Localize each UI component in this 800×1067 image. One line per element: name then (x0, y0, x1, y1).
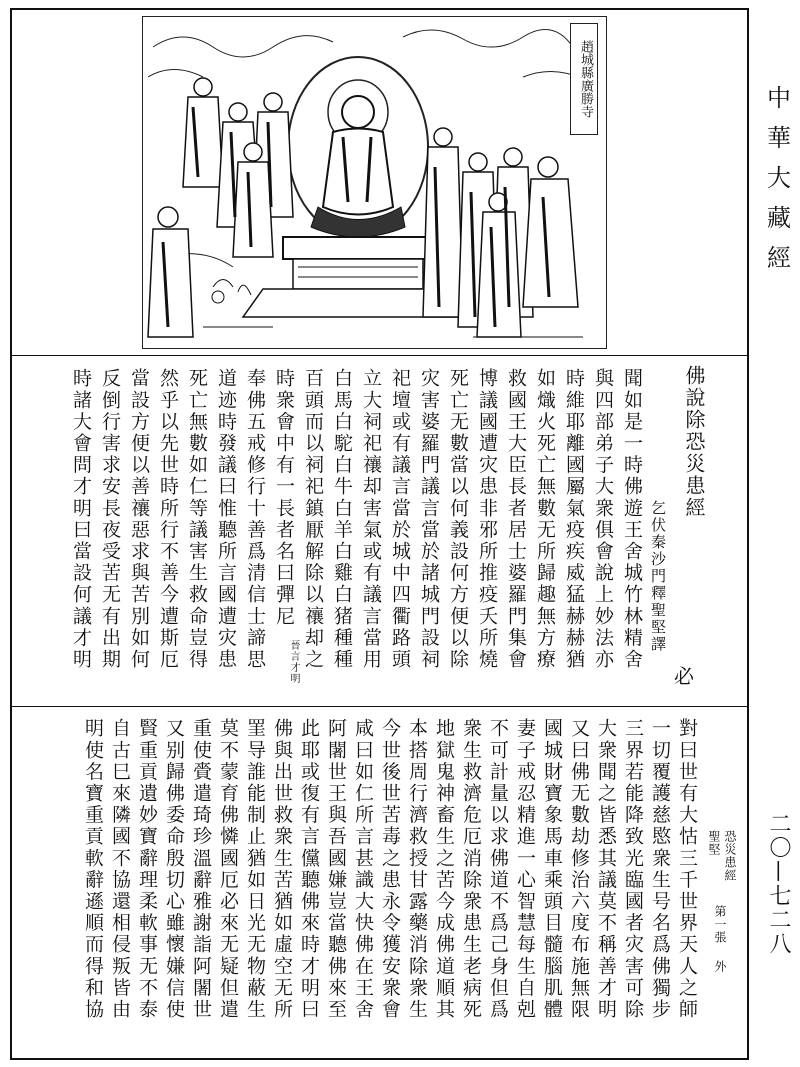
text-column: 百頭而以祠祀鎮厭解除以禳却之 (302, 368, 324, 671)
text-column: 救國王大臣長者居士婆羅門集會 (505, 368, 527, 671)
text-column: 不可計量以求佛道不爲己身但爲 (487, 718, 509, 1021)
text-column: 立大祠祀禳却害氣或有議言當用 (360, 368, 382, 671)
text-column: 祀壇或有議言當於城中四衢路頭 (389, 368, 411, 671)
text-column: 國城財寶象馬車乘頭目髓腦肌體 (541, 718, 563, 1021)
collection-title-char: 華 (767, 124, 791, 152)
translator-line: 乞伏秦沙門釋聖堅譯 (649, 500, 667, 653)
text-column: 博議國遭灾患非邪所推疫夭所燒 (476, 368, 498, 671)
text-column: 時維耶離國屬氣疫疾威猛赫赫猶 (563, 368, 585, 671)
text-column: 時衆會中有一長者名曰彈尼 (273, 368, 295, 628)
text-column: 死亡无數當以何義設何方便以除 (447, 368, 469, 671)
margin-note: 恐災患經 (723, 830, 737, 882)
temple-label: 趙城縣廣勝寺 (570, 23, 598, 135)
interlinear-note: 晉言才明 (288, 640, 299, 684)
text-column: 重使賫遣琦珍溫辭雅謝詣阿闍世 (190, 718, 212, 1021)
text-column: 聞如是一時佛遊王舍城竹林精舍 (621, 368, 643, 671)
page-number: 二〇—七二八 (766, 812, 791, 956)
text-column: 又别歸佛委命殷切心雖懷嫌信使 (163, 718, 185, 1021)
text-column: 時諸大會問才明曰當設何議才明 (70, 368, 92, 671)
text-column: 衆生救濟危厄消除衆患生老病死 (460, 718, 482, 1021)
text-column: 對曰世有大怙三千世界天人之師 (676, 718, 698, 1021)
text-column: 又曰佛无數劫修治六度布施無限 (568, 718, 590, 1021)
collection-title (764, 78, 794, 278)
sutra-title: 佛說除恐災患經 (682, 365, 706, 519)
text-column: 莫不蒙育佛憐國厄必來无疑但遣 (217, 718, 239, 1021)
text-column: 阿闍世王與吾國嫌豈當聽佛來至 (325, 718, 347, 1021)
text-column: 大衆聞之皆悉其議莫不稱善才明 (595, 718, 617, 1021)
divider-middle (10, 706, 749, 707)
text-column: 地獄鬼神畜生之苦今成佛道順其 (433, 718, 455, 1021)
text-column: 本搭周行濟救授甘露藥消除衆生 (406, 718, 428, 1021)
illustration-panel (142, 16, 607, 349)
text-column: 咸曰如仁所言甚識大快佛在王舍 (352, 718, 374, 1021)
text-column: 佛與出世救衆生苦猶如虛空无所 (271, 718, 293, 1021)
text-column: 罣导誰能制止猶如日光无物蔽生 (244, 718, 266, 1021)
collection-title-char: 大 (767, 164, 791, 192)
text-column: 死亡無數如仁等議害生救命豈得 (186, 368, 208, 671)
collection-title-char: 經 (767, 244, 791, 272)
text-column: 如熾火死亡無數无所歸趣無方療 (534, 368, 556, 671)
margin-note: 聖堅 (707, 830, 721, 856)
text-column: 當設方便以善禳惡求與苦別如何 (128, 368, 150, 671)
text-column: 三界若能降致光臨國者灾害可除 (622, 718, 644, 1021)
collection-title-char: 藏 (767, 204, 791, 232)
text-column: 道迹時發議曰惟聽所言國遭灾患 (215, 368, 237, 671)
text-column: 奉佛五戒修行十善爲清信士諦思 (244, 368, 266, 671)
text-column: 自古巳來隣國不協還相侵叛皆由 (109, 718, 131, 1021)
text-column: 明使名寶重貢軟辭遜順而得和協 (82, 718, 104, 1021)
text-column: 與四部弟子大衆俱會說上妙法亦 (592, 368, 614, 671)
text-column: 灾害婆羅門議言當於諸城門設祠 (418, 368, 440, 671)
buddha-assembly-illustration (143, 17, 606, 348)
text-column: 賢重貢遺妙寶辭理柔軟事无不泰 (136, 718, 158, 1021)
text-column: 白馬白駝白牛白羊白雞白猪種種 (331, 368, 353, 671)
text-column: 此耶或復有言儻聽佛來時才明曰 (298, 718, 320, 1021)
divider-top (10, 355, 749, 356)
text-column: 一切覆護慈愍衆生号名爲佛獨步 (649, 718, 671, 1021)
margin-note: 第一張 (713, 905, 727, 944)
collection-title-char: 中 (767, 84, 791, 112)
margin-note: 外 (713, 960, 727, 973)
text-column: 今世後世苦毒之患永令獲安衆會 (379, 718, 401, 1021)
text-column: 反倒行害求安長夜受苦无有出期 (99, 368, 121, 671)
text-column: 妻子戒忍精進一心智慧每生自剋 (514, 718, 536, 1021)
text-column: 然乎以先世時所行不善今遭斯厄 (157, 368, 179, 671)
end-mark: 必 (674, 664, 694, 688)
